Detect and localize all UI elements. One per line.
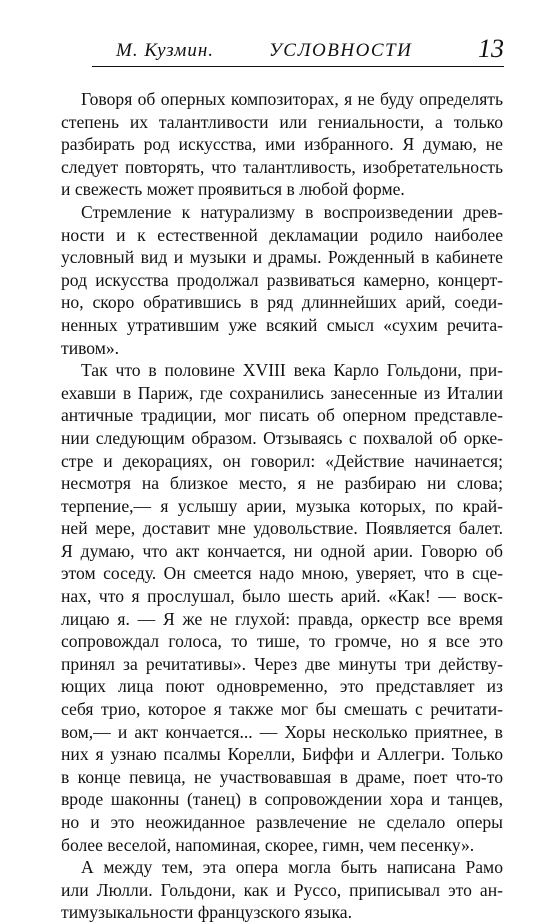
running-header <box>92 34 504 67</box>
text-line: ехавши в Париж, где сохранились занесенные из Италии <box>61 382 503 403</box>
text-line: терпение,— я услышу арии, музыка которых, по край- <box>61 495 503 516</box>
text-line: или Люлли. Гольдони, как и Руссо, приписывал это ан- <box>61 879 503 900</box>
text-line: принял за речитативы». Через две минуты три действу- <box>61 653 503 674</box>
text-line: и свежесть может проявиться в любой форме. <box>61 179 405 200</box>
text-line: вроде шаконны (танец) в сопровождении хора и танцев, <box>61 789 503 810</box>
text-line: ющих лица поют одновременно, это представляет из <box>61 676 503 697</box>
text-line: них я узнаю псалмы Корелли, Биффи и Аллегри. Только <box>61 744 503 765</box>
text-line: ненных утратившим уже всякий смысл «сухим речита- <box>61 314 503 335</box>
text-line: ней мере, доставит мне удовольствие. Появляется балет. <box>61 518 503 539</box>
text-line: следует повторять, что талантливость, изобретательность <box>61 156 503 177</box>
header-title: УСЛОВНОСТИ <box>269 40 413 61</box>
paragraph-4 <box>61 856 503 924</box>
text-line: в конце певица, не участвовавшая в драме, поет что-то <box>61 766 503 787</box>
text-line: тивом». <box>61 337 120 358</box>
text-line: Стремление к натурализму в воспроизведении древ- <box>81 201 503 222</box>
text-line: нах, что я прослушал, было шесть арий. «Как! — воск- <box>61 586 503 607</box>
text-line: Говоря об оперных композиторах, я не буду определять <box>81 89 503 109</box>
text-line: Я думаю, что акт кончается, ни одной арии. Говорю об <box>61 540 503 561</box>
text-line: разбирать род искусства, ими избранного. Я думаю, не <box>61 134 503 155</box>
text-line: Так что в половине XVIII века Карло Гольдони, при- <box>81 360 503 381</box>
text-line: несмотря на близкое место, я не разбираю ни слова; <box>61 473 503 494</box>
paragraph-2 <box>61 201 503 359</box>
paragraph-1 <box>61 88 503 201</box>
text-line: стре и декорациях, он говорил: «Действие начинается; <box>61 450 503 471</box>
text-line: этом соседу. Он смеется надо мною, уверяет, что в сце- <box>61 563 503 584</box>
text-line: нии следующим образом. Отзываясь с похвалой об орке- <box>61 427 503 448</box>
text-line: условный вид и музыки и драмы. Рожденный в кабинете <box>61 247 503 268</box>
body-text <box>61 88 503 924</box>
text-line: античные традиции, мог писать об оперном представле- <box>61 405 503 426</box>
text-line: более веселой, напоминая, скорее, гимн, чем песенку». <box>61 834 475 855</box>
text-line: но и это неожиданное развлечение не сделало оперы <box>61 812 503 832</box>
text-line: степень их талантливости или гениальности, а только <box>61 111 503 132</box>
text-line: вом,— и акт кончается... — Хоры несколько приятнее, в <box>61 721 503 742</box>
text-line: сопровождал голоса, то тише, то громче, но я все это <box>61 631 503 652</box>
page-number: 13 <box>478 34 504 63</box>
paragraph-3 <box>61 359 503 856</box>
header-author: М. Кузмин. <box>116 40 215 61</box>
text-line: лицаю я. — Я же не глухой: правда, оркестр все время <box>61 608 503 629</box>
text-line: себя трио, которое я также мог бы смешать с речитати- <box>61 699 503 720</box>
text-line: тимузыкальности французского языка. <box>61 902 352 923</box>
text-line: род искусства продолжал развиваться камерно, концерт- <box>61 269 503 290</box>
text-line: но, скоро обратившись в ряд длиннейших арий, соеди- <box>61 292 503 313</box>
text-line: ности и к естественной декламации родило наиболее <box>61 224 503 245</box>
text-line: А между тем, эта опера могла быть написана Рамо <box>81 857 503 878</box>
